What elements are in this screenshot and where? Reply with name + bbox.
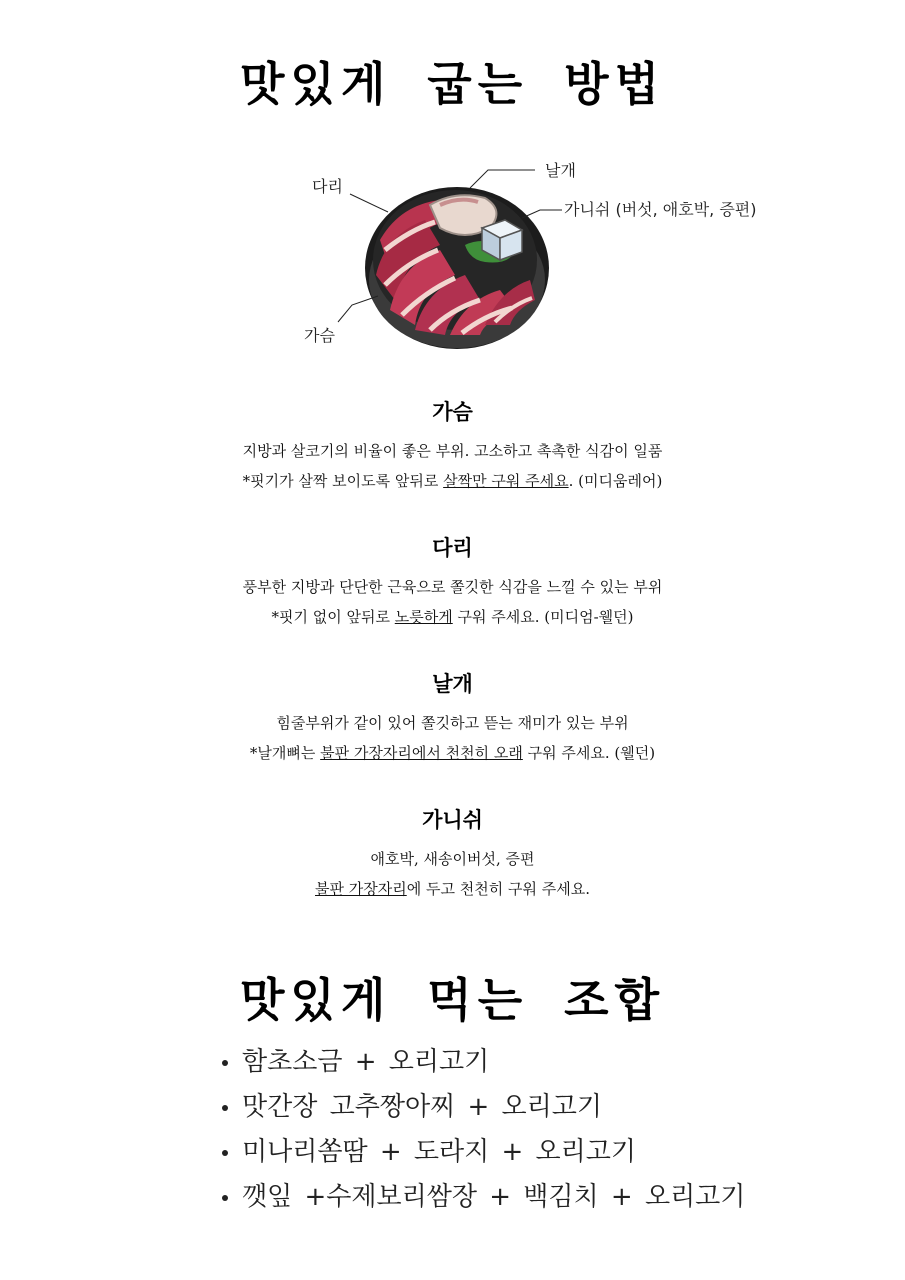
- section-tip: 불판 가장자리에 두고 천천히 구워 주세요.: [315, 880, 590, 898]
- section-description: 지방과 살코기의 비율이 좋은 부위. 고소하고 촉촉한 식감이 일품: [242, 442, 663, 460]
- duck-pan-illustration: [290, 150, 810, 365]
- combo-list: [222, 1040, 745, 1220]
- bullet-icon: [222, 1195, 228, 1201]
- section-tip: *날개뼈는 불판 가장자리에서 천천히 오래 구워 주세요. (웰던): [249, 744, 656, 762]
- leader-line-wing: [470, 170, 535, 188]
- section-tip: *핏기가 살짝 보이도록 앞뒤로 살짝만 구워 주세요. (미디움레어): [242, 472, 663, 490]
- section-leg: [0, 532, 905, 632]
- tofu-block: [482, 220, 522, 260]
- section-breast: [0, 396, 905, 496]
- label-wing: 날개: [545, 161, 576, 180]
- section-description: 풍부한 지방과 단단한 근육으로 쫄깃한 식감을 느낄 수 있는 부위: [242, 578, 663, 596]
- grill-method-title: 맛있게 굽는 방법: [239, 57, 666, 111]
- section-heading: 가니쉬: [422, 808, 483, 832]
- label-leg: 다리: [312, 177, 343, 196]
- section-wing: [0, 668, 905, 768]
- section-tip: *핏기 없이 앞뒤로 노릇하게 구워 주세요. (미디엄-웰던): [271, 608, 634, 626]
- section-heading: 가슴: [432, 400, 473, 424]
- section-heading: 날개: [432, 672, 473, 696]
- section-garnish: [0, 804, 905, 904]
- section-description: 애호박, 새송이버섯, 증편: [370, 850, 535, 868]
- bullet-icon: [222, 1060, 228, 1066]
- combo-title: 맛있게 먹는 조합: [239, 973, 666, 1027]
- duck-pan-diagram: [290, 150, 810, 365]
- leader-line-breast: [338, 296, 378, 322]
- list-item: 깻잎 +수제보리쌈장 + 백김치 + 오리고기: [222, 1175, 745, 1220]
- label-garnish: 가니쉬 (버섯, 애호박, 증편): [564, 200, 757, 219]
- list-item: 맛간장 고추짱아찌 + 오리고기: [222, 1085, 745, 1130]
- list-item: 함초소금 + 오리고기: [222, 1040, 745, 1085]
- bullet-icon: [222, 1105, 228, 1111]
- section-heading: 다리: [432, 536, 473, 560]
- leader-line-leg: [350, 194, 388, 212]
- list-item: 미나리쏨땀 + 도라지 + 오리고기: [222, 1130, 745, 1175]
- label-breast: 가슴: [304, 326, 335, 345]
- bullet-icon: [222, 1150, 228, 1156]
- section-description: 힘줄부위가 같이 있어 쫄깃하고 뜯는 재미가 있는 부위: [276, 714, 629, 732]
